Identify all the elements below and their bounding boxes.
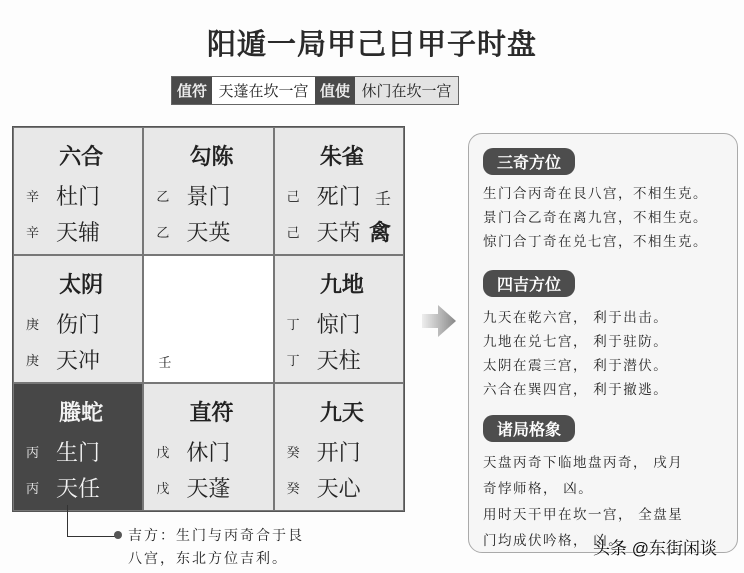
earth-stem: 己 [286, 225, 300, 240]
geju-item: 用时天干甲在坎一宫， 全盘星 [483, 507, 684, 522]
star-row [287, 216, 361, 247]
info-bar [171, 76, 459, 105]
geju-title: 诸局格象 [483, 415, 575, 442]
deity-label: 朱雀 [319, 144, 364, 169]
door-row [156, 180, 230, 211]
palace-cell [13, 383, 143, 511]
earth-stem: 乙 [156, 225, 170, 240]
palace-cell [274, 127, 404, 255]
door-label: 生门 [56, 440, 101, 465]
star-label: 天辅 [56, 220, 101, 245]
star-row [287, 344, 361, 375]
star-row [26, 216, 100, 247]
palace-cell [143, 383, 273, 511]
star-row [26, 472, 100, 503]
sanqi-list [483, 182, 708, 254]
door-label: 惊门 [316, 312, 361, 337]
sanqi-title: 三奇方位 [483, 148, 575, 175]
arrow-right-icon [422, 305, 456, 337]
star-row [26, 344, 100, 375]
deity-label: 螣蛇 [59, 400, 104, 425]
heaven-stem: 癸 [286, 445, 300, 460]
siji-item: 太阴在震三宫， 利于潜伏。 [483, 358, 669, 373]
door-label: 休门 [186, 440, 231, 465]
heaven-stem: 己 [286, 189, 300, 204]
door-row [26, 436, 100, 467]
earth-stem: 癸 [286, 481, 300, 496]
heaven-stem: 丁 [286, 317, 300, 332]
door-row [287, 308, 361, 339]
star-label: 天冲 [56, 348, 101, 373]
door-label: 杜门 [56, 184, 101, 209]
star-label: 天心 [316, 476, 361, 501]
palace-cell [274, 255, 404, 383]
deity-label: 九地 [319, 272, 364, 297]
earth-stem: 辛 [26, 225, 40, 240]
heaven-stem: 辛 [26, 189, 40, 204]
siji-item: 六合在巽四宫， 利于撤逃。 [483, 382, 669, 397]
palace-cell [274, 383, 404, 511]
deity-label: 勾陈 [189, 144, 234, 169]
geju-item: 奇悖师格， 凶。 [483, 481, 594, 496]
star-label: 天柱 [316, 348, 361, 373]
callout-line2: 八宫，东北方位吉利。 [128, 550, 288, 566]
door-label: 伤门 [56, 312, 101, 337]
heaven-stem: 庚 [26, 317, 40, 332]
star-row [156, 472, 230, 503]
zhifu-value: 天蓬在坎一宫 [212, 77, 315, 104]
extra-stem: 壬 [374, 191, 391, 208]
star-label: 天任 [56, 476, 101, 501]
door-label: 开门 [316, 440, 361, 465]
door-row [287, 180, 361, 211]
sanqi-item: 景门合乙奇在离九宫，不相生克。 [483, 210, 708, 225]
geju-item: 天盘丙奇下临地盘丙奇， 戌月 [483, 455, 684, 470]
siji-item: 九地在兑七宫， 利于驻防。 [483, 334, 669, 349]
siji-item: 九天在乾六宫， 利于出击。 [483, 310, 669, 325]
earth-stem: 丙 [26, 481, 40, 496]
star-label: 天蓬 [186, 476, 231, 501]
door-label: 景门 [186, 184, 231, 209]
geju-item: 门均成伏吟格， 凶。 [483, 533, 624, 548]
door-row [26, 180, 100, 211]
analysis-panel [468, 133, 738, 553]
heaven-stem: 戊 [156, 445, 170, 460]
palace-cell [13, 127, 143, 255]
earth-stem: 丁 [286, 353, 300, 368]
star-label: 天英 [186, 220, 231, 245]
door-row [156, 436, 230, 467]
star-row [156, 216, 230, 247]
sanqi-item: 生门合丙奇在艮八宫，不相生克。 [483, 186, 708, 201]
palace-cell [143, 255, 273, 383]
heaven-stem: 乙 [156, 189, 170, 204]
deity-label: 六合 [59, 144, 104, 169]
zhishi-label: 值使 [315, 77, 355, 104]
star-row [287, 472, 361, 503]
callout-dot [114, 531, 122, 539]
earth-stem: 戊 [156, 481, 170, 496]
siji-title: 四吉方位 [483, 270, 575, 297]
palace-cell [143, 127, 273, 255]
deity-label: 太阴 [59, 272, 104, 297]
center-stem: 壬 [158, 355, 172, 370]
door-row [287, 436, 361, 467]
zhishi-value: 休门在坎一宫 [355, 77, 458, 104]
palace-cell [13, 255, 143, 383]
siji-list [483, 306, 668, 402]
door-row [26, 308, 100, 339]
sanqi-item: 惊门合丁奇在兑七宫，不相生克。 [483, 234, 708, 249]
page-title: 阳遁一局甲己日甲子时盘 [206, 29, 537, 61]
callout-line1: 吉方：生门与丙奇合于艮 [128, 527, 304, 543]
qimen-grid [12, 126, 405, 512]
watermark: 头条 @东街闲谈 [593, 539, 717, 558]
zhifu-label: 值符 [172, 77, 212, 104]
door-label: 死门 [316, 184, 361, 209]
earth-stem: 庚 [26, 353, 40, 368]
callout-text [128, 524, 304, 570]
deity-label: 直符 [189, 400, 234, 425]
heaven-stem: 丙 [26, 445, 40, 460]
extra-star: 禽 [368, 220, 391, 245]
deity-label: 九天 [319, 400, 364, 425]
star-label: 天芮 [316, 220, 361, 245]
callout-connector [67, 505, 118, 537]
